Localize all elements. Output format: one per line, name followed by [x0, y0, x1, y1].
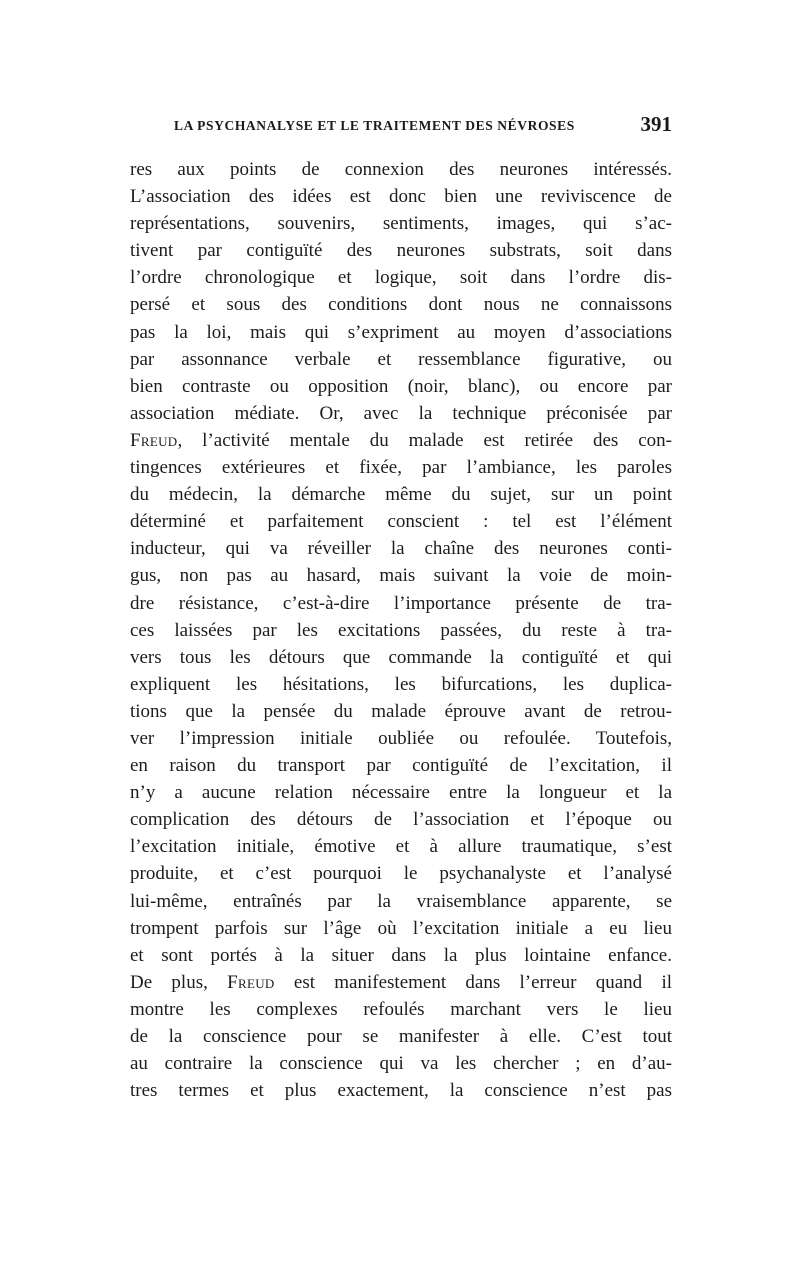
text-line: par assonnance verbale et ressemblance figurative, ou: [130, 348, 672, 370]
text-line: complication des détours de l’association et l’époque ou: [130, 809, 672, 831]
text-line: montre les complexes refoulés marchant vers le lieu: [130, 998, 672, 1020]
text-line: ces laissées par les excitations passées, du reste à tra-: [130, 619, 672, 641]
text-line: pas la loi, mais qui s’expriment au moyen d’associations: [130, 321, 672, 343]
text-line: expliquent les hésitations, les bifurcations, les duplica-: [130, 673, 672, 695]
text-line: De plus, Freud est manifestement dans l’erreur quand il: [130, 971, 672, 993]
text-line: res aux points de connexion des neurones intéressés.: [130, 159, 672, 180]
author-name: Freud: [130, 429, 178, 451]
text-line: gus, non pas au hasard, mais suivant la voie de moin-: [130, 565, 672, 587]
text-line: du médecin, la démarche même du sujet, sur un point: [130, 484, 672, 506]
page-number: 391: [640, 112, 672, 136]
text-line: en raison du transport par contiguïté de l’excitation, il: [130, 755, 672, 777]
running-title: LA PSYCHANALYSE ET LE TRAITEMENT DES NÉVROSES: [174, 118, 575, 133]
text-line: représentations, souvenirs, sentiments, images, qui s’ac-: [130, 213, 672, 235]
text-line: association médiate. Or, avec la technique préconisée par: [130, 402, 672, 424]
text-line: L’association des idées est donc bien une reviviscence de: [130, 186, 672, 208]
text-line: vers tous les détours que commande la contiguïté et qui: [130, 646, 672, 668]
text-line: l’ordre chronologique et logique, soit dans l’ordre dis-: [130, 267, 672, 289]
running-head: [130, 112, 672, 138]
text-line: au contraire la conscience qui va les chercher ; en d’au-: [130, 1053, 672, 1075]
text-line: l’excitation initiale, émotive et à allure traumatique, s’est: [130, 836, 672, 858]
text-line: tivent par contiguïté des neurones substrats, soit dans: [130, 240, 672, 262]
text-line: ver l’impression initiale oubliée ou refoulée. Toutefois,: [130, 727, 672, 749]
text-line: persé et sous des conditions dont nous ne connaissons: [130, 294, 672, 316]
text-line: tres termes et plus exactement, la conscience n’est pas: [130, 1080, 672, 1102]
author-name: Freud: [227, 971, 275, 993]
text-line: et sont portés à la situer dans la plus lointaine enfance.: [130, 944, 672, 966]
body-text: [130, 156, 672, 1104]
text-line: lui-même, entraînés par la vraisemblance apparente, se: [130, 890, 672, 912]
text-line: bien contraste ou opposition (noir, blanc), ou encore par: [130, 375, 672, 397]
text-line: de la conscience pour se manifester à elle. C’est tout: [130, 1026, 672, 1047]
text-line: tingences extérieures et fixée, par l’ambiance, les paroles: [130, 457, 672, 479]
text-line: dre résistance, c’est-à-dire l’importance présente de tra-: [130, 592, 672, 614]
text-line: déterminé et parfaitement conscient : tel est l’élément: [130, 511, 672, 533]
text-line: produite, et c’est pourquoi le psychanalyste et l’analysé: [130, 863, 672, 885]
text-line: inducteur, qui va réveiller la chaîne des neurones conti-: [130, 538, 672, 560]
text-line: trompent parfois sur l’âge où l’excitation initiale a eu lieu: [130, 917, 672, 939]
text-line: n’y a aucune relation nécessaire entre la longueur et la: [130, 782, 672, 804]
text-line: tions que la pensée du malade éprouve avant de retrou-: [130, 700, 672, 722]
text-line: Freud, l’activité mentale du malade est retirée des con-: [130, 429, 672, 451]
